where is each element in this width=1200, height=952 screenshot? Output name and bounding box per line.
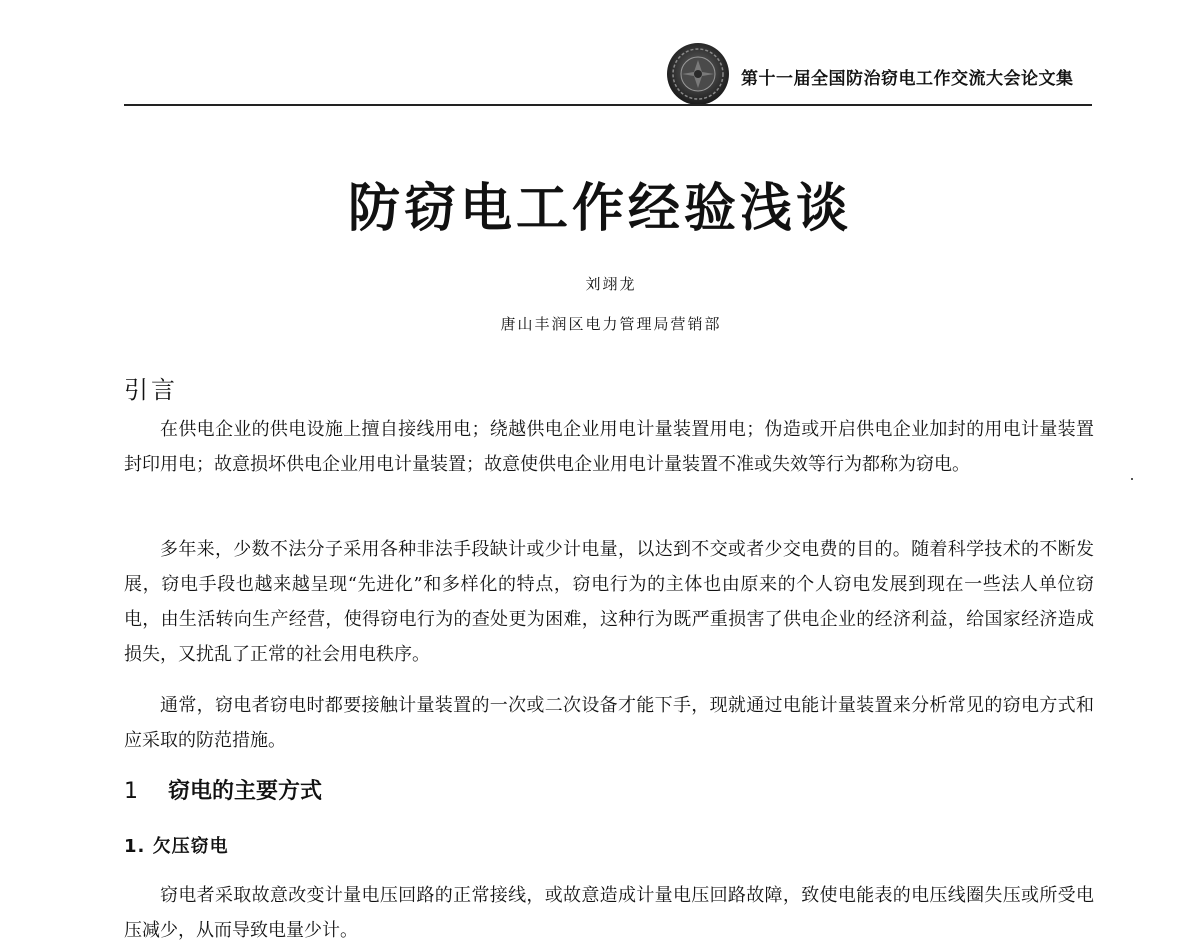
header-divider <box>124 104 1092 106</box>
intro-heading: 引言 <box>124 376 178 404</box>
running-header-title: 第十一届全国防治窃电工作交流大会论文集 <box>741 69 1074 89</box>
section-1-title: 窃电的主要方式 <box>168 779 323 804</box>
intro-paragraph-1: 在供电企业的供电设施上擅自接线用电；绕越供电企业用电计量装置用电；伪造或开启供电企业加封的用电计量装置封印用电；故意损坏供电企业用电计量装置；故意使供电企业用电计量装置不准或失效等行为都称为窃电。 <box>124 419 1094 475</box>
conference-emblem-icon <box>666 42 730 106</box>
paper-title: 防窃电工作经验浅谈 <box>347 179 852 239</box>
intro-paragraph-2: 多年来，少数不法分子采用各种非法手段缺计或少计电量，以达到不交或者少交电费的目的。随着科学技术的不断发展，窃电手段也越来越呈现“先进化”和多样化的特点，窃电行为的主体也由原来的个人窃电发展到现在一些法人单位窃电，由生活转向生产经营，使得窃电行为的查处更为困难，这种行为既严重损害了供电企业的经济利益，给国家经济造成损失，又扰乱了正常的社会用电秩序。 <box>124 539 1094 665</box>
subsection-1-heading: 1. 欠压窃电 <box>124 836 229 857</box>
intro-paragraph-3: 通常，窃电者窃电时都要接触计量装置的一次或二次设备才能下手，现就通过电能计量装置来分析常见的窃电方式和应采取的防范措施。 <box>124 695 1094 751</box>
author-name: 刘翊龙 <box>585 275 637 293</box>
section-1-heading <box>124 774 322 805</box>
author-affiliation: 唐山丰润区电力管理局营销部 <box>500 315 722 333</box>
subsection-1-paragraph: 窃电者采取故意改变计量电压回路的正常接线，或故意造成计量电压回路故障，致使电能表的电压线圈失压或所受电压减少，从而导致电量少计。 <box>124 885 1094 941</box>
running-header <box>0 0 1200 110</box>
scan-speck <box>1131 478 1133 480</box>
section-1-number: 1 <box>124 779 138 804</box>
